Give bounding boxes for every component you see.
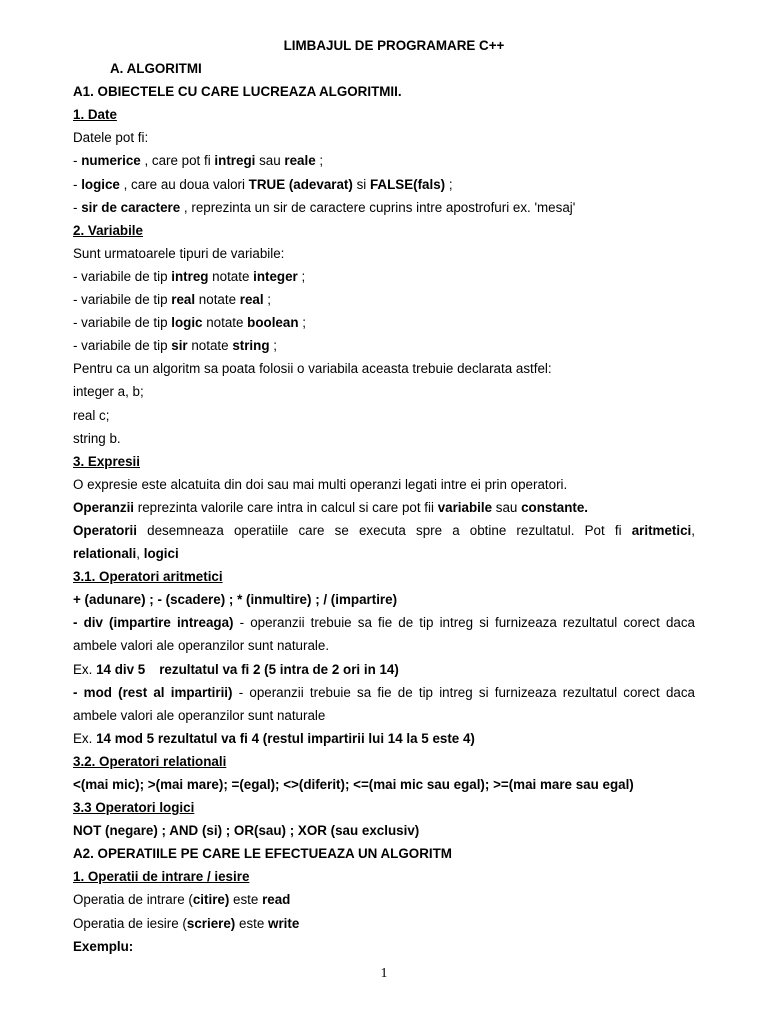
- term: read: [262, 892, 291, 908]
- section-a1-heading: A1. OBIECTELE CU CARE LUCREAZA ALGORITMII.: [73, 84, 402, 100]
- term: scriere): [186, 915, 236, 931]
- expresii-definition: O expresie este alcatuita din doi sau mai multi operanzi legati intre ei prin operatori.: [73, 476, 568, 492]
- text: - operanzii trebuie sa fie de tip intreg si furnizeaza rezultatul corect daca: [232, 684, 695, 700]
- io-example-label: Exemplu:: [73, 938, 134, 954]
- term: variabile: [437, 499, 493, 515]
- mod-line: [73, 681, 695, 704]
- date-numeric-line: [73, 149, 695, 172]
- text: - operanzii trebuie sa fie de tip intreg si furnizeaza rezultatul corect daca: [233, 615, 695, 631]
- text: ,: [136, 546, 144, 562]
- text: ;: [263, 292, 272, 308]
- text: , care au doua valori: [119, 176, 249, 192]
- code-line: real c;: [73, 407, 110, 423]
- text: -: [73, 176, 82, 192]
- div-example: [73, 658, 695, 681]
- code-line: string b.: [73, 430, 121, 446]
- text: reprezinta valorile care intra in calcul si care pot fii: [134, 499, 438, 515]
- aritmetici-ops: + (adunare) ; - (scadere) ; * (inmultire) ; / (impartire): [73, 592, 398, 608]
- term: 14 mod 5 rezultatul va fi 4 (restul impartirii lui 14 la 5 este 4): [96, 730, 475, 746]
- text: este: [235, 915, 269, 931]
- text: notate: [187, 338, 233, 354]
- term: numerice: [81, 153, 141, 169]
- div-line-2: ambele valori ale operanzilor sunt naturale.: [73, 638, 330, 654]
- term: - div (impartire intreaga): [73, 615, 234, 631]
- relationali-heading: 3.2. Operatori relationali: [73, 753, 227, 769]
- section-a-heading: [73, 57, 695, 80]
- io-output-line: [73, 912, 695, 935]
- text: sau: [492, 499, 522, 515]
- term: logice: [81, 176, 120, 192]
- text: - variabile de tip: [73, 315, 172, 331]
- section-a2-heading: A2. OPERATIILE PE CARE LE EFECTUEAZA UN ALGORITM: [73, 846, 452, 862]
- text: ;: [297, 268, 306, 284]
- term: logic: [171, 315, 203, 331]
- operatori-line: [73, 519, 695, 542]
- term: write: [268, 915, 300, 931]
- io-input-line: [73, 888, 695, 911]
- date-string-line: [73, 196, 695, 219]
- term: intregi: [214, 153, 256, 169]
- title-text: LIMBAJUL DE PROGRAMARE C++: [283, 38, 505, 53]
- text: - variabile de tip: [73, 338, 172, 354]
- term: Operanzii: [73, 499, 135, 515]
- term: real: [239, 292, 264, 308]
- mod-line-2: ambele valori ale operanzilor sunt naturale: [73, 707, 326, 723]
- text: si: [352, 176, 370, 192]
- variabile-declare: Pentru ca un algoritm sa poata folosii o variabila aceasta trebuie declarata astfel:: [73, 361, 552, 377]
- variabile-item: [73, 311, 695, 334]
- text: Operatia de iesire (: [73, 915, 187, 931]
- term: boolean: [247, 315, 299, 331]
- text: - variabile de tip: [73, 268, 172, 284]
- code-line: integer a, b;: [73, 384, 144, 400]
- term: constante.: [521, 499, 589, 515]
- term: Operatorii: [73, 522, 137, 538]
- term: aritmetici: [631, 522, 692, 538]
- text: desemneaza operatiile care se executa spre a obtine rezultatul. Pot fi: [137, 522, 632, 538]
- term: FALSE(fals): [369, 176, 446, 192]
- aritmetici-heading: 3.1. Operatori aritmetici: [73, 569, 223, 585]
- text: notate: [208, 268, 254, 284]
- date-logic-line: [73, 173, 695, 196]
- text: notate: [202, 315, 248, 331]
- text: Ex.: [73, 661, 97, 677]
- text: ;: [315, 153, 324, 169]
- variabile-heading: 2. Variabile: [73, 222, 143, 238]
- operanzi-line: [73, 496, 695, 519]
- text: Operatia de intrare (: [73, 892, 193, 908]
- term: string: [232, 338, 270, 354]
- text: - variabile de tip: [73, 292, 172, 308]
- term: TRUE (adevarat): [248, 176, 353, 192]
- relationali-ops: <(mai mic); >(mai mare); =(egal); <>(diferit); <=(mai mic sau egal); >=(mai mare sau egal): [73, 777, 634, 792]
- term: - mod (rest al impartirii): [73, 684, 233, 700]
- term: rezultatul va fi 2 (5 intra de 2 ori in 14): [159, 661, 399, 677]
- text: Ex.: [73, 730, 97, 746]
- mod-example: [73, 727, 695, 750]
- section-a-text: A. ALGORITMI: [110, 61, 202, 77]
- document-title: [73, 34, 695, 57]
- term: citire): [192, 892, 230, 908]
- variabile-item: [73, 265, 695, 288]
- logici-heading: 3.3 Operatori logici: [73, 800, 195, 816]
- term: sir: [171, 338, 188, 354]
- date-intro: Datele pot fi:: [73, 130, 149, 146]
- term: reale: [284, 153, 316, 169]
- text: este: [229, 892, 263, 908]
- term: relationali: [73, 546, 137, 562]
- text: ,: [691, 522, 695, 538]
- text: -: [73, 153, 82, 169]
- term: real: [171, 292, 196, 308]
- variabile-item: [73, 288, 695, 311]
- text: notate: [195, 292, 240, 308]
- text: ;: [269, 338, 277, 354]
- term: intreg: [171, 268, 209, 284]
- io-heading: 1. Operatii de intrare / iesire: [73, 869, 250, 885]
- expresii-heading: 3. Expresii: [73, 453, 140, 469]
- variabile-intro: Sunt urmatoarele tipuri de variabile:: [73, 245, 285, 261]
- text: , care pot fi: [140, 153, 215, 169]
- term: 14 div 5: [96, 661, 146, 677]
- term: sir de caractere: [81, 199, 181, 215]
- date-heading: 1. Date: [73, 107, 117, 123]
- document-page: [73, 34, 695, 958]
- text: sau: [255, 153, 285, 169]
- term: integer: [253, 268, 298, 284]
- variabile-item: [73, 334, 695, 357]
- logici-ops: NOT (negare) ; AND (si) ; OR(sau) ; XOR (sau exclusiv): [73, 823, 420, 839]
- text: ;: [298, 315, 306, 331]
- term: logici: [143, 546, 179, 562]
- page-number: 1: [380, 966, 388, 981]
- text: ;: [445, 176, 453, 192]
- operatori-line-2: [73, 542, 695, 565]
- text: , reprezinta un sir de caractere cuprins intre apostrofuri ex. 'mesaj': [180, 199, 576, 215]
- text: -: [73, 199, 82, 215]
- div-line: [73, 611, 695, 634]
